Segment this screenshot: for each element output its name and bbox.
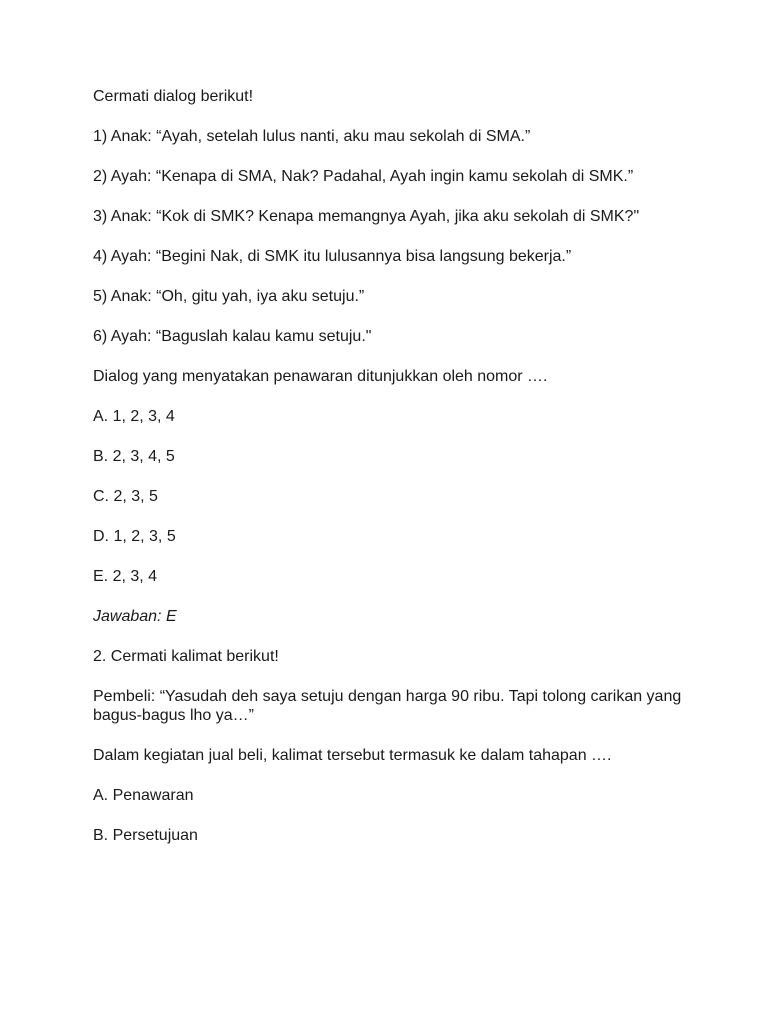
dialog-line: 3) Anak: “Kok di SMK? Kenapa memangnya Ayah, jika aku sekolah di SMK?" bbox=[93, 208, 640, 225]
dialog-line: 2) Ayah: “Kenapa di SMA, Nak? Padahal, Ayah ingin kamu sekolah di SMK.” bbox=[93, 168, 634, 185]
dialog-line: 6) Ayah: “Baguslah kalau kamu setuju." bbox=[93, 328, 372, 345]
question-2-quote: Pembeli: “Yasudah deh saya setuju dengan harga 90 ribu. Tapi tolong carikan yang bagus-bagus lho ya…” bbox=[93, 688, 682, 724]
answer-option: A. Penawaran bbox=[93, 787, 194, 804]
answer-option: B. Persetujuan bbox=[93, 827, 198, 844]
answer-option: D. 1, 2, 3, 5 bbox=[93, 528, 176, 545]
answer-option: B. 2, 3, 4, 5 bbox=[93, 448, 175, 465]
answer-option: A. 1, 2, 3, 4 bbox=[93, 408, 175, 425]
intro-text: Cermati dialog berikut! bbox=[93, 88, 254, 105]
dialog-line: 1) Anak: “Ayah, setelah lulus nanti, aku mau sekolah di SMA.” bbox=[93, 128, 531, 145]
document-page bbox=[93, 87, 693, 866]
question-2-title: 2. Cermati kalimat berikut! bbox=[93, 648, 279, 665]
dialog-line: 5) Anak: “Oh, gitu yah, iya aku setuju.” bbox=[93, 288, 365, 305]
answer-key: Jawaban: E bbox=[93, 608, 177, 625]
dialog-line: 4) Ayah: “Begini Nak, di SMK itu lulusannya bisa langsung bekerja.” bbox=[93, 248, 572, 265]
answer-option: E. 2, 3, 4 bbox=[93, 568, 158, 585]
answer-option: C. 2, 3, 5 bbox=[93, 488, 158, 505]
question-1-text: Dialog yang menyatakan penawaran ditunjukkan oleh nomor …. bbox=[93, 368, 548, 385]
question-2-text: Dalam kegiatan jual beli, kalimat tersebut termasuk ke dalam tahapan …. bbox=[93, 747, 612, 764]
